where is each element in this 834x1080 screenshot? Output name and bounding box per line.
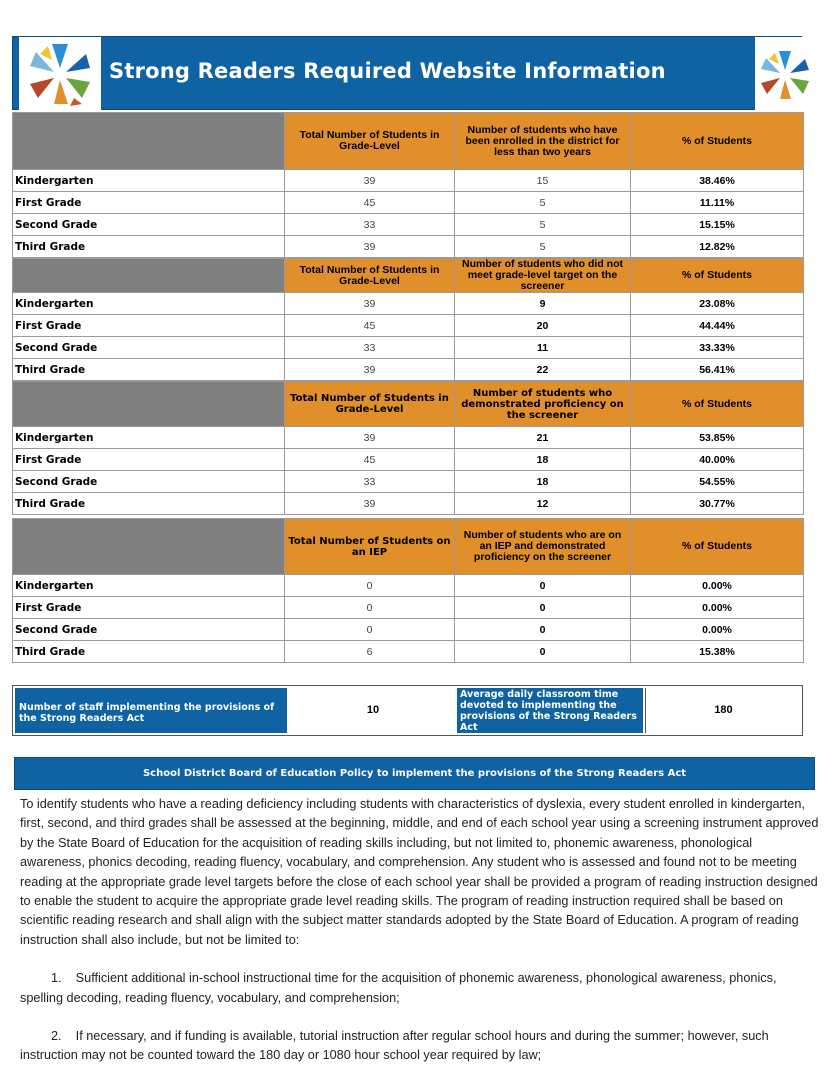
table-row: First Grade 45 5 11.11% xyxy=(13,192,804,214)
header-pct: % of Students xyxy=(631,382,804,427)
header-blank xyxy=(13,259,285,293)
policy-item: 1. Sufficient additional in-school instructional time for the acquisition of phonemic awareness, phonological awareness, phonics, spelling decoding, reading fluency, vocabulary, and comprehension; xyxy=(20,971,777,1005)
table-row: Second Grade 0 0 0.00% xyxy=(13,619,804,641)
header-blank xyxy=(13,519,285,575)
header-total: Total Number of Students on an IEP xyxy=(285,519,455,575)
header-blank xyxy=(13,382,285,427)
table-row: Kindergarten 39 21 53.85% xyxy=(13,427,804,449)
staff-count-label: Number of staff implementing the provisions of the Strong Readers Act xyxy=(15,688,287,733)
header-blank xyxy=(13,113,285,170)
header-count: Number of students who did not meet grade-level target on the screener xyxy=(455,259,631,293)
classroom-time-value: 180 xyxy=(645,688,801,733)
section-proficient-table xyxy=(12,381,804,515)
table-row: Second Grade 33 5 15.15% xyxy=(13,214,804,236)
table-row: Kindergarten 39 9 23.08% xyxy=(13,293,804,315)
table-row: First Grade 0 0 0.00% xyxy=(13,597,804,619)
star-logo-icon xyxy=(19,37,101,110)
table-row: Third Grade 6 0 15.38% xyxy=(13,641,804,663)
header-total: Total Number of Students in Grade-Level xyxy=(285,259,455,293)
page-header xyxy=(12,36,802,110)
table-row: First Grade 45 20 44.44% xyxy=(13,315,804,337)
header-pct: % of Students xyxy=(631,519,804,575)
header-count: Number of students who are on an IEP and demonstrated proficiency on the screener xyxy=(455,519,631,575)
header-total: Total Number of Students in Grade-Level xyxy=(285,113,455,170)
table-row: Third Grade 39 5 12.82% xyxy=(13,236,804,258)
table-row: Kindergarten 39 15 38.46% xyxy=(13,170,804,192)
staff-count-value: 10 xyxy=(366,704,380,716)
section-iep-table xyxy=(12,518,804,663)
page-title: Strong Readers Required Website Information xyxy=(109,59,666,83)
policy-body xyxy=(20,795,820,1066)
table-row: Third Grade 39 12 30.77% xyxy=(13,493,804,515)
header-pct: % of Students xyxy=(631,259,804,293)
section-enrolled-table xyxy=(12,112,804,258)
classroom-time-label: Average daily classroom time devoted to implementing the provisions of the Strong Readers Act xyxy=(457,688,643,733)
policy-item: 2. If necessary, and if funding is available, tutorial instruction after regular school hours and during the summer; however, such instruction may not be counted toward the 180 day or 1080 hour school year required by law; xyxy=(20,1029,769,1063)
policy-title: School District Board of Education Policy to implement the provisions of the Strong Readers Act xyxy=(14,757,815,790)
header-total: Total Number of Students in Grade-Level xyxy=(285,382,455,427)
staff-info-box xyxy=(12,685,803,736)
header-count: Number of students who have been enrolled in the district for less than two years xyxy=(455,113,631,170)
table-row: First Grade 45 18 40.00% xyxy=(13,449,804,471)
table-row: Second Grade 33 11 33.33% xyxy=(13,337,804,359)
table-row: Second Grade 33 18 54.55% xyxy=(13,471,804,493)
header-count: Number of students who demonstrated proficiency on the screener xyxy=(455,382,631,427)
section-not-met-table xyxy=(12,258,804,381)
table-row: Kindergarten 0 0 0.00% xyxy=(13,575,804,597)
table-row: Third Grade 39 22 56.41% xyxy=(13,359,804,381)
header-pct: % of Students xyxy=(631,113,804,170)
star-logo-icon xyxy=(755,37,815,110)
policy-intro: To identify students who have a reading deficiency including students with characteristics of dyslexia, every student enrolled in kindergarten, first, second, and third grades shall be assessed at the beginning, middle, and end of each school year using a screening instrument approved by the State Board of Education for the acquisition of reading skills including, but not limited to, phonemic awareness, phonological awareness, phonics decoding, reading fluency, vocabulary, and comprehension. Any student who is assessed and found not to be meeting reading at the appropriate grade level targets before the close of each school year shall be provided a program of reading instruction designed to enable the student to acquire the appropriate grade level reading skills. The program of reading instruction required shall be based on scientific reading research and shall align with the subject matter standards adopted by the State Board of Education. A program of reading instruction shall also include, but not be limited to: xyxy=(20,797,819,947)
